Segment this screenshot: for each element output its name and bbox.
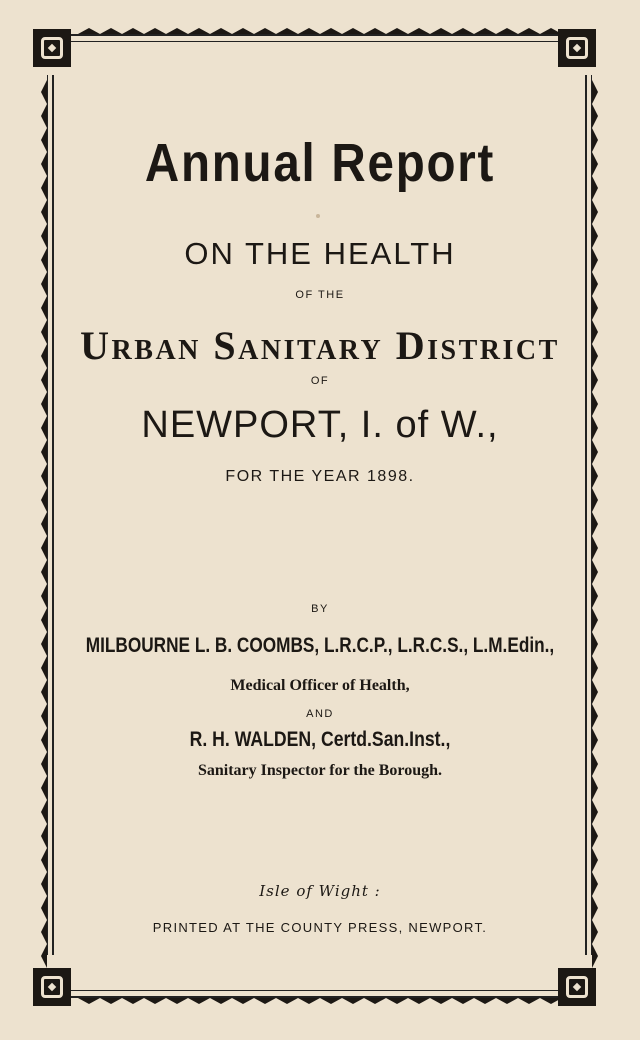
border-tooth [122, 998, 144, 1004]
border-tooth [592, 80, 598, 104]
of-the-text: OF THE [295, 289, 345, 301]
border-tooth [100, 998, 122, 1004]
border-tooth [592, 824, 598, 848]
author-secondary: R. H. WALDEN, Certd.San.Inst., [189, 728, 451, 751]
author-secondary-role: Sanitary Inspector for the Borough. [197, 762, 442, 779]
border-tooth [166, 998, 188, 1004]
corner-ornament-icon [33, 29, 71, 67]
corner-ornament-icon [558, 29, 596, 67]
border-tooth [474, 998, 496, 1004]
corner-ornament-icon [33, 968, 71, 1006]
border-tooth [210, 998, 232, 1004]
border-tooth [592, 512, 598, 536]
border-tooth [592, 560, 598, 584]
district-name: Urban Sanitary District [80, 323, 560, 368]
border-rule-left [52, 75, 54, 955]
corner-ornament-icon [558, 968, 596, 1006]
border-tooth [298, 998, 320, 1004]
imprint-place: Isle of Wight : [259, 882, 381, 900]
border-tooth [188, 998, 210, 1004]
border-tooth [592, 200, 598, 224]
border-tooth [364, 998, 386, 1004]
border-tooth [408, 998, 430, 1004]
border-rule-right [585, 75, 587, 955]
border-tooth [592, 944, 598, 968]
border-rule-bottom [70, 996, 560, 998]
border-rule-right-outer [591, 75, 592, 955]
border-tooth [496, 998, 518, 1004]
border-tooth [592, 728, 598, 752]
border-tooth [78, 998, 100, 1004]
border-tooth [144, 998, 166, 1004]
printer-line: PRINTED AT THE COUNTY PRESS, NEWPORT. [152, 920, 488, 935]
report-title: Annual Report [144, 133, 496, 193]
border-tooth [276, 998, 298, 1004]
border-tooth [592, 800, 598, 824]
border-tooth [518, 998, 540, 1004]
and-text: AND [306, 708, 334, 720]
border-tooth [592, 848, 598, 872]
border-tooth [320, 998, 342, 1004]
border-tooth [386, 998, 408, 1004]
border-tooth [592, 632, 598, 656]
border-tooth [342, 998, 364, 1004]
decorative-dot [316, 214, 320, 218]
border-tooth [592, 488, 598, 512]
place-name: NEWPORT, I. of W., [141, 404, 499, 446]
border-rule-left-outer [47, 75, 48, 955]
border-rule-bottom-inner [70, 990, 560, 991]
author-primary-role: Medical Officer of Health, [230, 677, 410, 694]
border-rule-top-inner [70, 41, 560, 42]
border-tooth [232, 998, 254, 1004]
by-text: BY [311, 603, 329, 615]
author-primary: MILBOURNE L. B. COOMBS, L.R.C.P., L.R.C.S., L.M.Edin., [85, 634, 555, 657]
of-text: OF [310, 375, 330, 387]
border-tooth [430, 998, 452, 1004]
report-subtitle: ON THE HEALTH [184, 236, 456, 271]
border-tooth [592, 104, 598, 128]
report-year: FOR THE YEAR 1898. [225, 468, 415, 485]
border-tooth [254, 998, 276, 1004]
border-tooth [452, 998, 474, 1004]
border-rule-top [70, 34, 560, 36]
border-tooth [592, 536, 598, 560]
